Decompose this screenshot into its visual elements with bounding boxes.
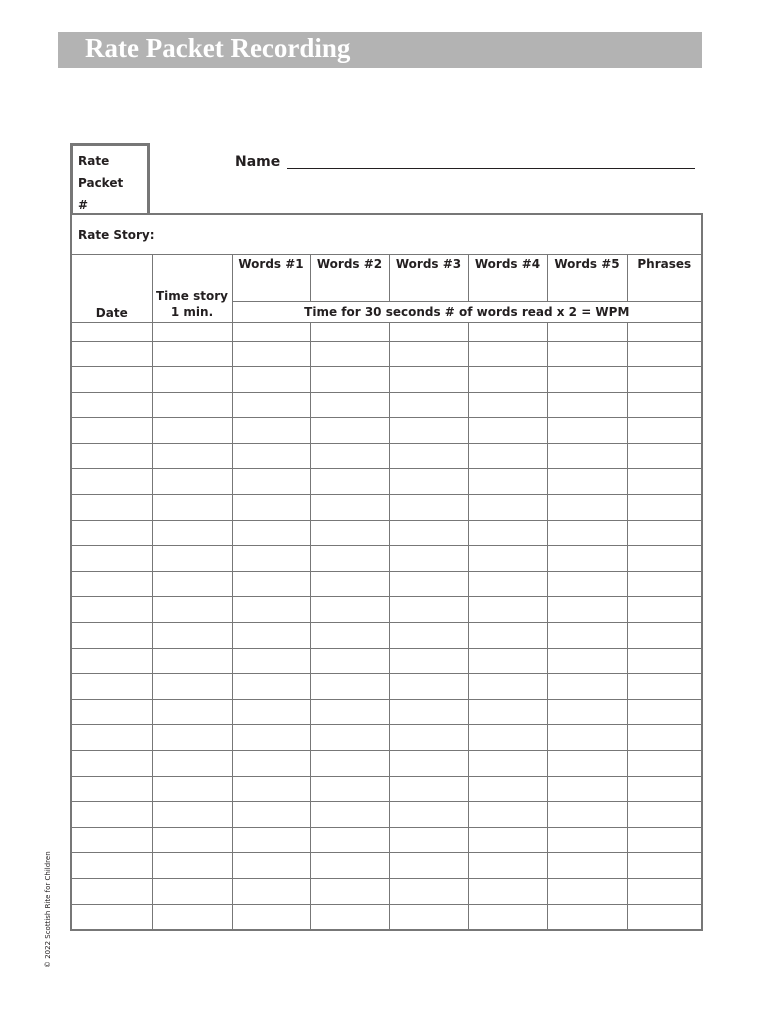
table-cell[interactable] <box>627 495 702 521</box>
table-cell[interactable] <box>627 341 702 367</box>
table-cell[interactable] <box>389 648 468 674</box>
table-cell[interactable] <box>627 674 702 700</box>
table-cell[interactable] <box>389 674 468 700</box>
table-cell[interactable] <box>310 443 389 469</box>
table-cell[interactable] <box>232 341 310 367</box>
table-cell[interactable] <box>71 443 152 469</box>
table-cell[interactable] <box>152 776 232 802</box>
words-1-header: Words #1 <box>232 254 310 301</box>
table-cell[interactable] <box>389 699 468 725</box>
table-cell[interactable] <box>232 623 310 649</box>
table-row <box>71 751 702 777</box>
table-cell[interactable] <box>468 853 547 879</box>
table-cell[interactable] <box>389 341 468 367</box>
table-cell[interactable] <box>468 674 547 700</box>
table-cell[interactable] <box>71 802 152 828</box>
table-cell[interactable] <box>152 443 232 469</box>
table-cell[interactable] <box>71 674 152 700</box>
rate-story-cell <box>71 214 702 254</box>
table-cell[interactable] <box>310 904 389 930</box>
table-cell[interactable] <box>232 853 310 879</box>
table-cell[interactable] <box>71 853 152 879</box>
table-cell[interactable] <box>468 827 547 853</box>
title-bar <box>58 32 702 68</box>
table-cell[interactable] <box>152 495 232 521</box>
table-cell[interactable] <box>627 443 702 469</box>
table-cell[interactable] <box>627 571 702 597</box>
table-cell[interactable] <box>547 904 627 930</box>
table-row <box>71 597 702 623</box>
words-5-header: Words #5 <box>547 254 627 301</box>
table-cell[interactable] <box>627 367 702 393</box>
table-row <box>71 776 702 802</box>
table-cell[interactable] <box>389 546 468 572</box>
table-cell[interactable] <box>310 699 389 725</box>
table-cell[interactable] <box>152 751 232 777</box>
table-cell[interactable] <box>232 699 310 725</box>
table-cell[interactable] <box>232 367 310 393</box>
table-cell[interactable] <box>152 853 232 879</box>
table-cell[interactable] <box>71 546 152 572</box>
table-cell[interactable] <box>468 597 547 623</box>
table-cell[interactable] <box>627 904 702 930</box>
table-cell[interactable] <box>389 495 468 521</box>
table-cell[interactable] <box>389 878 468 904</box>
table-cell[interactable] <box>310 674 389 700</box>
table-cell[interactable] <box>71 827 152 853</box>
table-cell[interactable] <box>547 648 627 674</box>
table-cell[interactable] <box>152 827 232 853</box>
time-story-unit: 1 min. <box>170 304 214 319</box>
table-cell[interactable] <box>310 418 389 444</box>
words-3-header: Words #3 <box>389 254 468 301</box>
table-cell[interactable] <box>547 392 627 418</box>
table-cell[interactable] <box>310 392 389 418</box>
table-cell[interactable] <box>232 878 310 904</box>
table-cell[interactable] <box>232 571 310 597</box>
rate-packet-box <box>70 143 150 213</box>
table-cell[interactable] <box>310 367 389 393</box>
table-cell[interactable] <box>468 878 547 904</box>
table-cell[interactable] <box>310 853 389 879</box>
table-cell[interactable] <box>152 341 232 367</box>
time-story-column-header <box>152 254 232 322</box>
wpm-note: Time for 30 seconds # of words read x 2 = WPM <box>232 301 702 322</box>
table-cell[interactable] <box>310 322 389 341</box>
table-row <box>71 469 702 495</box>
table-cell[interactable] <box>152 520 232 546</box>
table-cell[interactable] <box>627 751 702 777</box>
table-cell[interactable] <box>232 648 310 674</box>
table-cell[interactable] <box>389 904 468 930</box>
table-cell[interactable] <box>389 751 468 777</box>
table-cell[interactable] <box>468 904 547 930</box>
table-cell[interactable] <box>310 597 389 623</box>
table-row <box>71 853 702 879</box>
table-cell[interactable] <box>152 367 232 393</box>
table-cell[interactable] <box>389 571 468 597</box>
table-cell[interactable] <box>547 751 627 777</box>
table-cell[interactable] <box>71 392 152 418</box>
table-cell[interactable] <box>232 776 310 802</box>
rate-packet-number-label: # <box>78 198 89 212</box>
table-cell[interactable] <box>627 520 702 546</box>
table-cell[interactable] <box>232 418 310 444</box>
table-cell[interactable] <box>389 443 468 469</box>
table-cell[interactable] <box>232 392 310 418</box>
table-cell[interactable] <box>232 802 310 828</box>
table-cell[interactable] <box>468 623 547 649</box>
table-cell[interactable] <box>152 546 232 572</box>
table-cell[interactable] <box>71 469 152 495</box>
table-cell[interactable] <box>310 520 389 546</box>
table-cell[interactable] <box>152 597 232 623</box>
table-cell[interactable] <box>627 827 702 853</box>
table-cell[interactable] <box>547 725 627 751</box>
table-cell[interactable] <box>310 725 389 751</box>
table-cell[interactable] <box>152 392 232 418</box>
table-cell[interactable] <box>627 322 702 341</box>
table-cell[interactable] <box>71 776 152 802</box>
table-cell[interactable] <box>547 699 627 725</box>
table-cell[interactable] <box>547 546 627 572</box>
table-row <box>71 367 702 393</box>
table-cell[interactable] <box>71 367 152 393</box>
table-cell[interactable] <box>468 520 547 546</box>
table-cell[interactable] <box>152 469 232 495</box>
table-row <box>71 443 702 469</box>
table-cell[interactable] <box>547 571 627 597</box>
table-cell[interactable] <box>152 623 232 649</box>
table-cell[interactable] <box>389 802 468 828</box>
table-cell[interactable] <box>310 827 389 853</box>
table-cell[interactable] <box>389 367 468 393</box>
table-cell[interactable] <box>468 443 547 469</box>
table-cell[interactable] <box>71 597 152 623</box>
table-cell[interactable] <box>310 648 389 674</box>
table-row <box>71 520 702 546</box>
table-cell[interactable] <box>71 418 152 444</box>
table-cell[interactable] <box>71 520 152 546</box>
table-cell[interactable] <box>152 418 232 444</box>
table-cell[interactable] <box>71 341 152 367</box>
words-4-header: Words #4 <box>468 254 547 301</box>
table-cell[interactable] <box>310 571 389 597</box>
table-cell[interactable] <box>152 699 232 725</box>
table-row <box>71 648 702 674</box>
table-cell[interactable] <box>547 443 627 469</box>
table-cell[interactable] <box>468 546 547 572</box>
table-cell[interactable] <box>71 322 152 341</box>
table-cell[interactable] <box>468 648 547 674</box>
table-row <box>71 878 702 904</box>
time-story-label: Time story <box>156 288 228 303</box>
table-cell[interactable] <box>547 520 627 546</box>
table-cell[interactable] <box>627 469 702 495</box>
table-cell[interactable] <box>627 392 702 418</box>
table-cell[interactable] <box>389 776 468 802</box>
table-cell[interactable] <box>310 495 389 521</box>
table-cell[interactable] <box>310 546 389 572</box>
table-cell[interactable] <box>389 418 468 444</box>
table-cell[interactable] <box>310 802 389 828</box>
table-cell[interactable] <box>152 571 232 597</box>
table-cell[interactable] <box>152 322 232 341</box>
table-cell[interactable] <box>232 520 310 546</box>
table-cell[interactable] <box>71 699 152 725</box>
date-column-header: Date <box>71 254 152 322</box>
table-cell[interactable] <box>627 878 702 904</box>
table-cell[interactable] <box>389 827 468 853</box>
table-cell[interactable] <box>389 725 468 751</box>
table-row <box>71 623 702 649</box>
table-row <box>71 699 702 725</box>
table-cell[interactable] <box>468 751 547 777</box>
table-row <box>71 674 702 700</box>
table-row <box>71 392 702 418</box>
table-cell[interactable] <box>71 623 152 649</box>
copyright-notice: © 2022 Scottish Rite for Children <box>44 851 52 968</box>
table-cell[interactable] <box>71 648 152 674</box>
table-cell[interactable] <box>547 495 627 521</box>
table-row <box>71 571 702 597</box>
table-cell[interactable] <box>310 878 389 904</box>
table-cell[interactable] <box>232 546 310 572</box>
table-cell[interactable] <box>152 725 232 751</box>
table-cell[interactable] <box>152 674 232 700</box>
table-cell[interactable] <box>232 443 310 469</box>
table-cell[interactable] <box>71 751 152 777</box>
table-cell[interactable] <box>627 597 702 623</box>
table-cell[interactable] <box>468 495 547 521</box>
table-cell[interactable] <box>627 699 702 725</box>
rate-recording-table <box>70 213 703 931</box>
table-cell[interactable] <box>310 623 389 649</box>
table-cell[interactable] <box>389 392 468 418</box>
table-cell[interactable] <box>468 367 547 393</box>
table-cell[interactable] <box>627 853 702 879</box>
table-row <box>71 546 702 572</box>
table-row <box>71 495 702 521</box>
table-cell[interactable] <box>232 725 310 751</box>
table-cell[interactable] <box>627 546 702 572</box>
table-cell[interactable] <box>232 674 310 700</box>
table-cell[interactable] <box>389 623 468 649</box>
table-cell[interactable] <box>232 495 310 521</box>
table-cell[interactable] <box>468 418 547 444</box>
table-cell[interactable] <box>547 776 627 802</box>
table-cell[interactable] <box>310 469 389 495</box>
table-cell[interactable] <box>547 802 627 828</box>
table-cell[interactable] <box>152 904 232 930</box>
table-cell[interactable] <box>547 418 627 444</box>
table-cell[interactable] <box>547 341 627 367</box>
table-cell[interactable] <box>627 418 702 444</box>
table-cell[interactable] <box>310 341 389 367</box>
table-cell[interactable] <box>468 469 547 495</box>
table-cell[interactable] <box>627 648 702 674</box>
rate-story-label: Rate Story: <box>78 228 155 242</box>
table-cell[interactable] <box>71 725 152 751</box>
table-cell[interactable] <box>232 751 310 777</box>
table-cell[interactable] <box>232 469 310 495</box>
phrases-header: Phrases <box>627 254 702 301</box>
rate-packet-label: Rate Packet <box>78 154 124 190</box>
table-cell[interactable] <box>468 725 547 751</box>
table-row <box>71 802 702 828</box>
table-cell[interactable] <box>627 776 702 802</box>
table-cell[interactable] <box>547 469 627 495</box>
table-cell[interactable] <box>232 597 310 623</box>
table-row <box>71 418 702 444</box>
table-cell[interactable] <box>310 751 389 777</box>
table-cell[interactable] <box>152 802 232 828</box>
table-cell[interactable] <box>389 853 468 879</box>
table-cell[interactable] <box>232 827 310 853</box>
table-cell[interactable] <box>468 392 547 418</box>
table-cell[interactable] <box>468 802 547 828</box>
table-cell[interactable] <box>547 623 627 649</box>
table-cell[interactable] <box>468 322 547 341</box>
table-cell[interactable] <box>547 367 627 393</box>
table-cell[interactable] <box>152 648 232 674</box>
table-cell[interactable] <box>389 322 468 341</box>
table-cell[interactable] <box>389 520 468 546</box>
table-row <box>71 827 702 853</box>
table-cell[interactable] <box>547 878 627 904</box>
table-cell[interactable] <box>547 853 627 879</box>
table-cell[interactable] <box>627 725 702 751</box>
table-cell[interactable] <box>547 322 627 341</box>
table-cell[interactable] <box>627 802 702 828</box>
table-cell[interactable] <box>389 597 468 623</box>
page-title: Rate Packet Recording <box>85 33 351 63</box>
table-cell[interactable] <box>547 597 627 623</box>
table-cell[interactable] <box>232 904 310 930</box>
table-cell[interactable] <box>468 776 547 802</box>
table-cell[interactable] <box>468 571 547 597</box>
table-row <box>71 341 702 367</box>
name-line <box>287 168 695 169</box>
name-label: Name <box>235 154 281 170</box>
table-row <box>71 725 702 751</box>
words-2-header: Words #2 <box>310 254 389 301</box>
table-cell[interactable] <box>547 827 627 853</box>
table-cell[interactable] <box>627 623 702 649</box>
table-cell[interactable] <box>71 571 152 597</box>
table-cell[interactable] <box>71 495 152 521</box>
table-cell[interactable] <box>152 878 232 904</box>
table-cell[interactable] <box>71 904 152 930</box>
table-cell[interactable] <box>468 699 547 725</box>
table-cell[interactable] <box>232 322 310 341</box>
table-cell[interactable] <box>310 776 389 802</box>
table-cell[interactable] <box>389 469 468 495</box>
table-cell[interactable] <box>71 878 152 904</box>
table-row <box>71 322 702 341</box>
table-cell[interactable] <box>547 674 627 700</box>
table-row <box>71 904 702 930</box>
table-cell[interactable] <box>468 341 547 367</box>
